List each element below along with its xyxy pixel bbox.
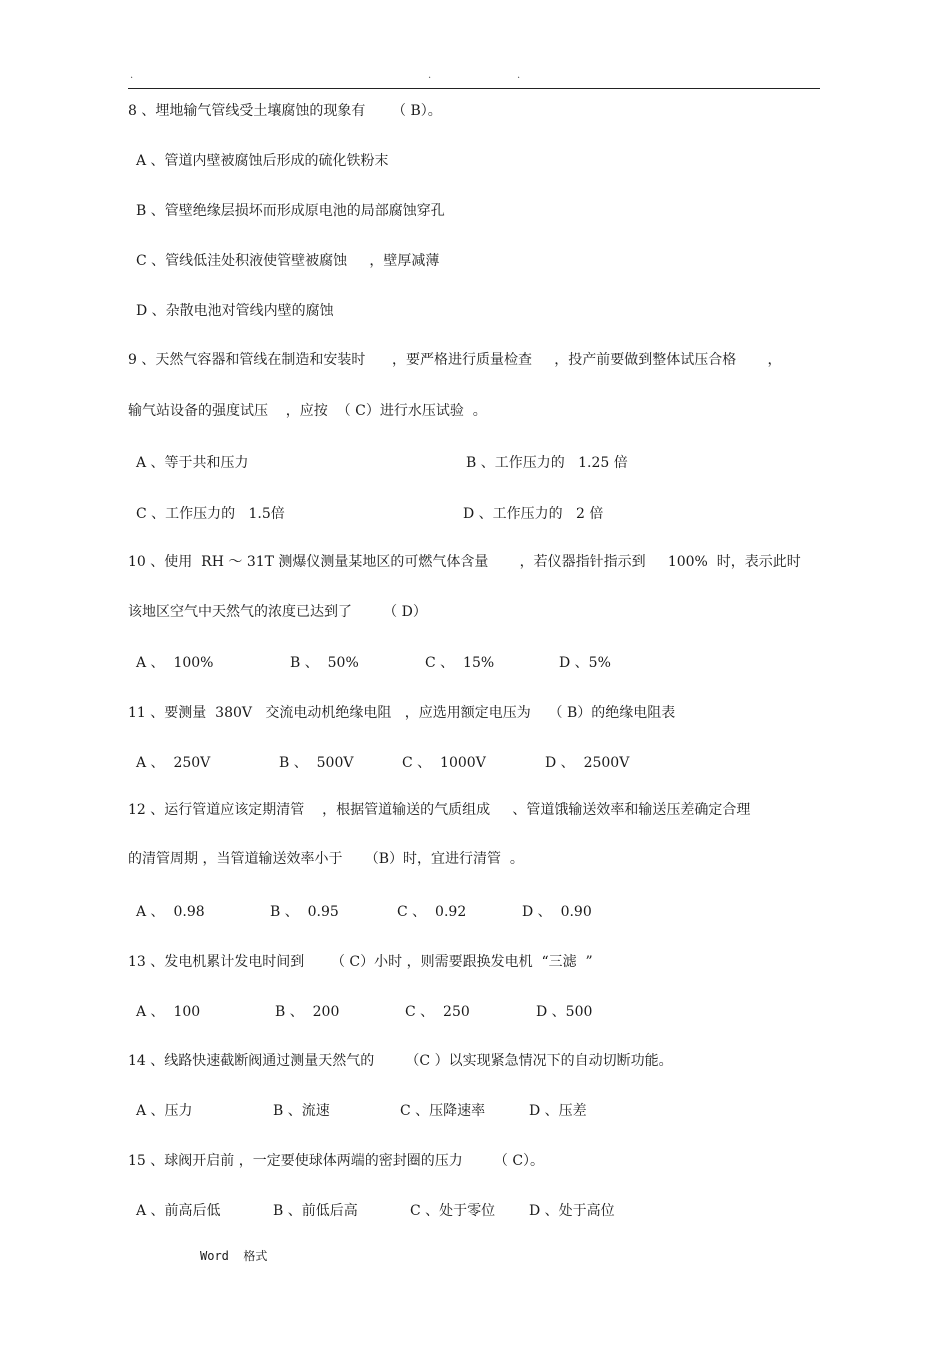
- question-13-option-c: C 、 250: [405, 1004, 470, 1020]
- question-12-option-b: B 、 0.95: [270, 904, 339, 920]
- question-8-option-d: D 、杂散电池对管线内壁的腐蚀: [136, 303, 334, 319]
- question-11-option-c: C 、 1000V: [402, 755, 486, 771]
- question-14-option-d: D 、压差: [529, 1103, 587, 1119]
- question-12-text: 12 、运行管道应该定期清管 ，根据管道输送的气质组成 、管道饿输送效率和输送压差确定合理: [128, 802, 751, 818]
- question-15-option-a: A 、前高后低: [136, 1203, 221, 1219]
- header-mark: .: [517, 70, 521, 81]
- question-10-text-cont: 该地区空气中天然气的浓度已达到了 （ D）: [128, 604, 427, 620]
- question-15-option-c: C 、处于零位: [410, 1203, 496, 1219]
- header-marks: [0, 70, 950, 82]
- question-12-option-a: A 、 0.98: [136, 904, 205, 920]
- question-9-option-c: C 、工作压力的 1.5倍: [136, 506, 285, 522]
- question-8-option-b: B 、管壁绝缘层损坏而形成原电池的局部腐蚀穿孔: [136, 203, 445, 219]
- question-10-option-a: A 、 100%: [136, 655, 214, 671]
- question-9-option-b: B 、工作压力的 1.25 倍: [466, 455, 628, 471]
- header-mark: .: [130, 70, 134, 81]
- question-10-option-c: C 、 15%: [425, 655, 495, 671]
- footer-label: Word 格式: [200, 1249, 268, 1263]
- question-11-option-b: B 、 500V: [279, 755, 354, 771]
- question-15-text: 15 、球阀开启前 ，一定要使球体两端的密封圈的压力 （ C）。: [128, 1153, 545, 1169]
- question-13-option-d: D 、500: [536, 1004, 593, 1020]
- question-12-text-cont: 的清管周期 ，当管道输送效率小于 （B）时，宜进行清管 。: [128, 851, 524, 867]
- question-9-option-a: A 、等于共和压力: [136, 455, 249, 471]
- question-13-option-b: B 、 200: [275, 1004, 340, 1020]
- question-14-option-b: B 、流速: [273, 1103, 330, 1119]
- question-10-text: 10 、使用 RH ～ 31T 测爆仪测量某地区的可燃气体含量 ，若仪器指针指示到 100% 时，表示此时: [128, 554, 801, 570]
- question-14-option-c: C 、压降速率: [400, 1103, 486, 1119]
- question-14-text: 14 、线路快速截断阀通过测量天然气的 （C ）以实现紧急情况下的自动切断功能。: [128, 1053, 673, 1069]
- question-10-option-d: D 、5%: [559, 655, 611, 671]
- question-14-option-a: A 、压力: [136, 1103, 193, 1119]
- question-9-text: 9 、天然气容器和管线在制造和安装时 ，要严格进行质量检查 ，投产前要做到整体试压合格 ，: [128, 352, 782, 368]
- question-11-option-a: A 、 250V: [136, 755, 211, 771]
- question-15-option-d: D 、处于高位: [529, 1203, 615, 1219]
- question-15-option-b: B 、前低后高: [273, 1203, 358, 1219]
- question-12-option-c: C 、 0.92: [397, 904, 467, 920]
- question-8-option-c: C 、管线低洼处积液使管壁被腐蚀 ，壁厚减薄: [136, 253, 440, 269]
- question-13-option-a: A 、 100: [136, 1004, 201, 1020]
- question-8-option-a: A 、管道内壁被腐蚀后形成的硫化铁粉末: [136, 153, 389, 169]
- question-11-text: 11 、要测量 380V 交流电动机绝缘电阻 ，应选用额定电压为 （ B）的绝缘电阻表: [128, 705, 676, 721]
- question-12-option-d: D 、 0.90: [522, 904, 592, 920]
- header-mark: .: [428, 70, 432, 81]
- question-10-option-b: B 、 50%: [290, 655, 359, 671]
- question-13-text: 13 、发电机累计发电时间到 （ C）小时 ，则需要跟换发电机 “三滤 ”: [128, 954, 593, 970]
- question-8-text: 8 、埋地输气管线受土壤腐蚀的现象有 （ B）。: [128, 103, 442, 119]
- question-9-option-d: D 、工作压力的 2 倍: [463, 506, 604, 522]
- question-9-text-cont: 输气站设备的强度试压 ，应按 （ C）进行水压试验 。: [128, 403, 487, 419]
- header-rule: [128, 88, 820, 89]
- question-11-option-d: D 、 2500V: [545, 755, 630, 771]
